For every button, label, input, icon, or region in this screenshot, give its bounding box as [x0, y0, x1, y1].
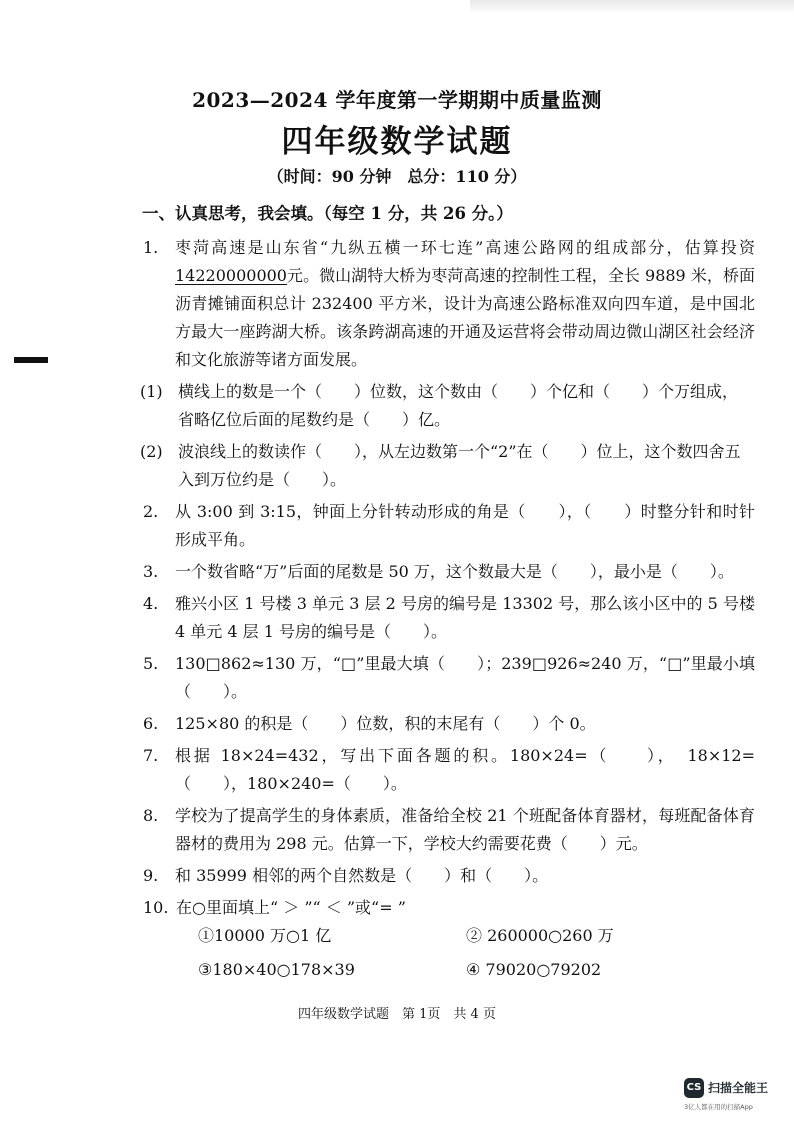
question-text: 学校为了提高学生的身体素质，准备给全校 21 个班配备体育器材，每班配备体育器材的费用为 298 元。估算一下，学校大约需要花费（ ）元。: [175, 806, 755, 853]
comparison-options: [198, 922, 755, 984]
question-number: 6.: [143, 714, 159, 733]
question-2: [143, 498, 755, 554]
question-6: [143, 710, 755, 738]
question-number: 10.: [143, 898, 169, 917]
question-9: [143, 862, 755, 890]
question-number: 7.: [143, 746, 159, 765]
scanner-app-name: 扫描全能王: [708, 1081, 769, 1095]
question-text: 130□862≈130 万，“□”里最大填（ ）；239□926≈240 万，“□”里最小填（ ）。: [175, 654, 755, 701]
scanner-watermark: [684, 1078, 790, 1118]
question-text: 枣菏高速是山东省“九纵五横一环七连”高速公路网的组成部分，估算投资: [175, 238, 755, 257]
margin-mark: [14, 357, 48, 363]
question-number: 1.: [143, 238, 159, 257]
question-text: 和 35999 相邻的两个自然数是（ ）和（ ）。: [175, 866, 549, 885]
question-8: [143, 802, 755, 858]
question-1-sub-1: [140, 378, 752, 434]
option-4: ④ 79020○79202: [466, 960, 602, 979]
question-5: [143, 650, 755, 706]
question-text: 125×80 的积是（ ）位数，积的末尾有（ ）个 0。: [175, 714, 596, 733]
section-heading: 一、认真思考，我会填。（每空 1 分，共 26 分。）: [142, 204, 513, 223]
underlined-number: 14220000000: [175, 266, 287, 285]
sub-number: (1): [140, 382, 163, 401]
question-text: 元。微山湖特大桥为枣菏高速的控制性工程，全长 9889 米，桥面沥青摊铺面积总计 232400 平方米，设计为高速公路标准双向四车道，是中国北方最大一座跨湖大桥。该条跨湖高速的开通及运营将会带动周边微山湖区社会经济和文化旅游等诸方面发展。: [175, 266, 755, 369]
sub-text: 波浪线上的数读作（ ），从左边数第一个“2”在（ ）位上，这个数四舍五入到万位约是（ ）。: [178, 442, 741, 489]
option-1: ①10000 万○1 亿: [198, 926, 332, 945]
question-text: 根据 18×24=432，写出下面各题的积。180×24=（ ）， 18×12=（ ），180×240=（ ）。: [175, 746, 755, 793]
question-number: 8.: [143, 806, 159, 825]
question-number: 5.: [143, 654, 159, 673]
option-3: ③180×40○178×39: [198, 960, 355, 979]
question-3: [143, 558, 755, 586]
question-text: 从 3:00 到 3:15，钟面上分针转动形成的角是（ ），（ ）时整分针和时针形成平角。: [175, 502, 755, 549]
questions: [140, 234, 755, 990]
camscanner-logo-icon: CS: [684, 1078, 704, 1098]
exam-subtitle: （时间：90 分钟 总分：110 分）: [267, 167, 527, 186]
question-1-sub-2: [140, 438, 752, 494]
sub-text: 横线上的数是一个（ ）位数，这个数由（ ）个亿和（ ）个万组成，省略亿位后面的尾数约是（ ）亿。: [178, 382, 739, 429]
question-text: 一个数省略“万”后面的尾数是 50 万，这个数最大是（ ），最小是（ ）。: [175, 562, 734, 581]
scanner-tagline: 3亿人都在用的扫描App: [684, 1103, 753, 1111]
option-2: ② 260000○260 万: [466, 926, 614, 945]
question-7: [143, 742, 755, 798]
question-number: 9.: [143, 866, 159, 885]
question-1: [143, 234, 755, 374]
question-number: 3.: [143, 562, 159, 581]
question-number: 4.: [143, 594, 159, 613]
question-number: 2.: [143, 502, 159, 521]
sub-number: (2): [140, 442, 163, 461]
page-footer: 四年级数学试题 第 1页 共 4 页: [298, 1007, 496, 1022]
question-text: 雅兴小区 1 号楼 3 单元 3 层 2 号房的编号是 13302 号，那么该小区中的 5 号楼 4 单元 4 层 1 号房的编号是（ ）。: [175, 594, 755, 641]
exam-title-line2: 四年级数学试题: [281, 124, 513, 160]
question-text: 在○里面填上“ ＞ ”“ ＜ ”或“= ”: [176, 898, 406, 917]
question-4: [143, 590, 755, 646]
exam-title-line1: 2023—2024 学年度第一学期期中质量监测: [192, 88, 602, 112]
question-10: [143, 894, 755, 984]
scan-smudge: [470, 0, 794, 14]
